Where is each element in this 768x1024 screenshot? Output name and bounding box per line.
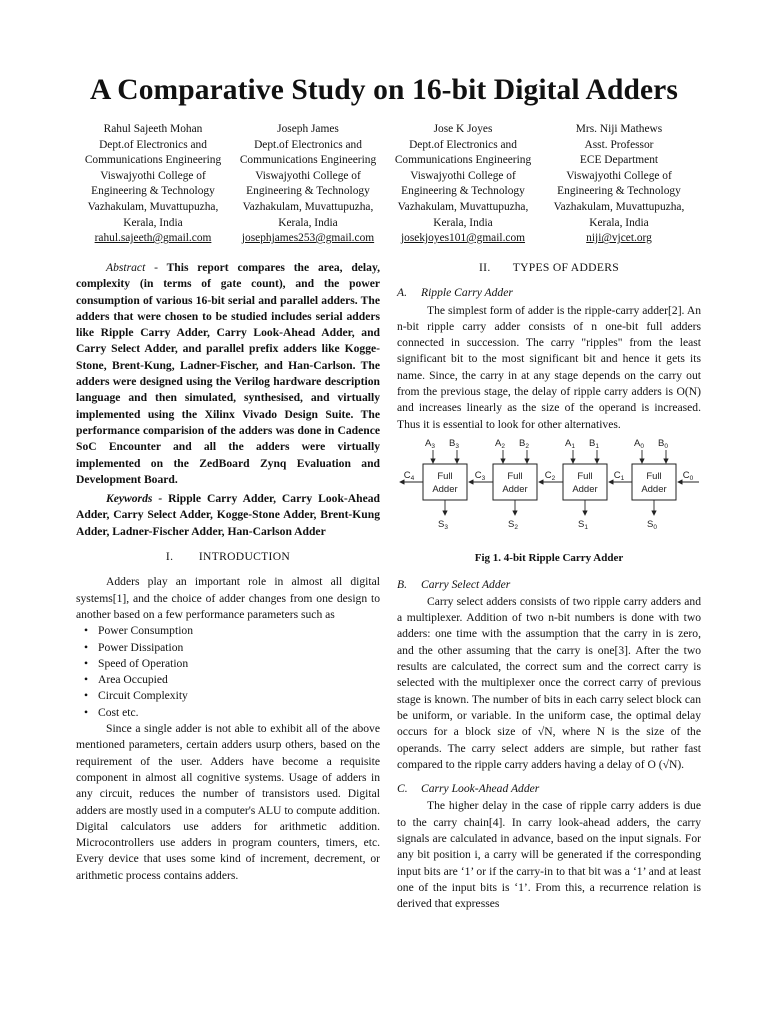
bullet-icon: • bbox=[84, 673, 89, 687]
author-state: Kerala, India bbox=[278, 216, 338, 229]
author-email-link[interactable]: josephjames253@gmail.com bbox=[241, 232, 375, 245]
keywords-label: Keywords - bbox=[106, 492, 163, 506]
input-a1-label: $A_1$ bbox=[565, 437, 575, 450]
full-adder-label: Full bbox=[646, 470, 662, 482]
subsection-heading-ripple-carry: A. Ripple Carry Adder bbox=[397, 286, 513, 300]
input-b3-label: $B_3$ bbox=[449, 437, 459, 450]
input-a0-label: $A_0$ bbox=[634, 437, 644, 450]
left-column bbox=[76, 260, 380, 884]
author-college: Viswajyothi College of bbox=[566, 169, 672, 182]
carry-c3-label: $C_3$ bbox=[474, 469, 486, 482]
carry-c0-label: $C_0$ bbox=[682, 469, 694, 482]
author-dept: Communications Engineering bbox=[394, 154, 532, 167]
author-1 bbox=[72, 122, 234, 247]
section-heading-introduction: I. INTRODUCTION bbox=[165, 550, 291, 564]
full-adder-label: Adder bbox=[432, 483, 458, 495]
carry-c2-label: $C_2$ bbox=[544, 469, 556, 482]
carry-c4-label: $C_4$ bbox=[403, 469, 415, 482]
full-adder-block-0 bbox=[632, 464, 676, 500]
author-state: Kerala, India bbox=[589, 216, 649, 229]
output-s0-label: $S_0$ bbox=[647, 518, 657, 531]
list-item: • Cost etc. bbox=[84, 705, 380, 721]
author-city: Vazhakulam, Muvattupuzha, bbox=[242, 200, 374, 213]
right-column bbox=[397, 260, 701, 913]
intro-paragraph-2: Since a single adder is not able to exhibit all of the above mentioned parameters, certain adders usurp others, based on the requirement of the user. Adders have become a requisite component in almost all cognitive systems. Usage of adders in any circuit, reduces the number of transistors used. Digital adders are mostly used in a computer's ALU to compute addition. Digital calculators use adders for arithmetic addition. Microcontrollers use adders in program counters, timers, etc. Every device that uses some kind of increment, decrement, or arithmetic process contains adders. bbox=[76, 722, 380, 882]
list-item: • Power Consumption bbox=[84, 623, 380, 639]
abstract-label: Abstract - bbox=[106, 261, 158, 274]
author-4 bbox=[538, 122, 700, 247]
section-heading-types-of-adders: II. TYPES OF ADDERS bbox=[479, 261, 619, 274]
keywords bbox=[76, 491, 380, 540]
author-name: Mrs. Niji Mathews bbox=[575, 123, 663, 135]
carry-select-paragraph: Carry select adders consists of two ripple carry adders and a multiplexer. Addition of two n-bit numbers is done with two adders: one time with the assumption that the carry in is zero, and the other assuming that the carry is one[3]. After the two results are calculated, the correct sum and the correct carry is selected with the multiplexer once the correct carry of previous stage is known. The number of bits in each carry select block can be uniform, or variable. In the uniform case, the optimal delay occurs for a block size of √N, where N is the size of the operands. The carry select adders are simple, but rather fast compared to the ripple carry adders having a delay of O (√N). bbox=[397, 594, 701, 771]
author-college: Engineering & Technology bbox=[91, 185, 215, 198]
bullet-icon: • bbox=[84, 656, 89, 670]
author-college: Viswajyothi College of bbox=[100, 169, 206, 182]
abstract bbox=[76, 260, 380, 488]
author-dept: Communications Engineering bbox=[239, 154, 377, 167]
intro-paragraph-1: Adders play an important role in almost all digital systems[1], and the choice of adder changes from one design to another based on a few performance parameters such as bbox=[76, 575, 380, 621]
author-state: Kerala, India bbox=[123, 216, 183, 229]
output-s2-label: $S_2$ bbox=[508, 518, 518, 531]
author-city: Vazhakulam, Muvattupuzha, bbox=[87, 200, 219, 213]
bullet-icon: • bbox=[84, 705, 89, 719]
keywords-text: Ripple Carry Adder, Carry Look-Ahead Adder, Carry Select Adder, Kogge-Stone Adder, Brent-Kung Adder, Ladner-Fischer Adder, Han-Carlson Adder bbox=[76, 492, 380, 538]
author-2 bbox=[227, 122, 389, 247]
author-name: Joseph James bbox=[277, 123, 339, 135]
author-title: Asst. Professor bbox=[584, 138, 654, 151]
author-name: Rahul Sajeeth Mohan bbox=[103, 123, 203, 135]
author-college: Engineering & Technology bbox=[246, 185, 370, 198]
author-city: Vazhakulam, Muvattupuzha, bbox=[397, 200, 529, 213]
author-dept: Communications Engineering bbox=[84, 154, 222, 167]
full-adder-label: Full bbox=[437, 470, 453, 482]
full-adder-label: Full bbox=[507, 470, 523, 482]
author-email-link[interactable]: niji@vjcet.org bbox=[586, 232, 652, 245]
carry-c1-label: $C_1$ bbox=[613, 469, 625, 482]
bullet-icon: • bbox=[84, 689, 89, 703]
bullet-icon: • bbox=[84, 624, 89, 638]
author-dept: Dept.of Electronics and bbox=[409, 138, 517, 151]
author-city: Vazhakulam, Muvattupuzha, bbox=[553, 200, 685, 213]
full-adder-label: Full bbox=[577, 470, 593, 482]
full-adder-block-3 bbox=[423, 464, 467, 500]
list-item: • Power Dissipation bbox=[84, 640, 380, 656]
list-item: • Speed of Operation bbox=[84, 656, 380, 672]
input-a2-label: $A_2$ bbox=[495, 437, 505, 450]
subsection-heading-carry-look-ahead: C. Carry Look-Ahead Adder bbox=[397, 782, 540, 796]
author-name: Jose K Joyes bbox=[433, 123, 493, 135]
full-adder-block-1 bbox=[563, 464, 607, 500]
ripple-carry-paragraph: The simplest form of adder is the ripple-carry adder[2]. An n-bit ripple carry adder consists of n one-bit full adders connected in succession. The carry "ripples" from the least significant bit to the most significant bit and hence it gets its name. Since, the carry in at any stage depends on the carry out from the previous stage, the delay of ripple carry adders is O(N) and increases linearly as the size of the operand is increased. Thus it is essential to look for other alternatives. bbox=[397, 303, 701, 431]
list-item: • Circuit Complexity bbox=[84, 688, 380, 704]
author-dept: Dept.of Electronics and bbox=[254, 138, 362, 151]
figure-caption: Fig 1. 4-bit Ripple Carry Adder bbox=[474, 552, 624, 565]
full-adder-label: Adder bbox=[572, 483, 598, 495]
list-item: • Area Occupied bbox=[84, 672, 380, 688]
abstract-text: This report compares the area, delay, complexity (in terms of gate count), and the power consumption of various 16-bit serial and parallel adders. The adders that were chosen to be studied includes serial adders like Ripple Carry Adder, Carry Look-Ahead Adder, and Carry Select Adder, and parallel prefix adders like Kogge-Stone, Brent-Kung, Ladner-Fischer, and Han-Carlson. The adders were designed using the Verilog hardware description language and then simulated, synthesised, and virtually implemented using the Xilinx Vivado Design Suite. The performance comparision of the adders was done in Cadence SoC Encounter and all the adders were virtually implemented on the ZedBoard Zynq Evaluation and Development Board. bbox=[76, 261, 381, 486]
output-s3-label: $S_3$ bbox=[438, 518, 448, 531]
carry-look-ahead-paragraph: The higher delay in the case of ripple carry adders is due to the carry chain[4]. In carry look-ahead adders, the carry signals are calculated in advance, based on the input signals. For any bit position i, a carry will be generated if the corresponding input bits are ‘1’ or if the carry-in to that bit was a ‘1’ and at least one of the input bits is ‘1’. From this, a recurrence relation is derived that expresses bbox=[397, 799, 701, 911]
full-adder-label: Adder bbox=[641, 483, 667, 495]
paper-title: A Comparative Study on 16-bit Digital Adders bbox=[90, 74, 678, 106]
author-college: Viswajyothi College of bbox=[410, 169, 516, 182]
input-b1-label: $B_1$ bbox=[589, 437, 599, 450]
author-3 bbox=[382, 122, 544, 247]
bullet-icon: • bbox=[84, 640, 89, 654]
ripple-carry-adder-figure bbox=[397, 437, 701, 545]
author-email-link[interactable]: rahul.sajeeth@gmail.com bbox=[94, 232, 212, 245]
output-s1-label: $S_1$ bbox=[578, 518, 588, 531]
author-college: Viswajyothi College of bbox=[255, 169, 361, 182]
author-state: Kerala, India bbox=[433, 216, 493, 229]
input-b0-label: $B_0$ bbox=[658, 437, 668, 450]
input-b2-label: $B_2$ bbox=[519, 437, 529, 450]
author-dept: ECE Department bbox=[579, 154, 659, 167]
full-adder-label: Adder bbox=[502, 483, 528, 495]
author-college: Engineering & Technology bbox=[557, 185, 681, 198]
full-adder-block-2 bbox=[493, 464, 537, 500]
performance-parameter-list bbox=[76, 623, 380, 721]
author-dept: Dept.of Electronics and bbox=[99, 138, 207, 151]
author-college: Engineering & Technology bbox=[401, 185, 525, 198]
subsection-heading-carry-select: B. Carry Select Adder bbox=[397, 577, 511, 591]
author-block bbox=[72, 122, 702, 247]
input-a3-label: $A_3$ bbox=[425, 437, 435, 450]
author-email-link[interactable]: josekjoyes101@gmail.com bbox=[400, 232, 526, 245]
